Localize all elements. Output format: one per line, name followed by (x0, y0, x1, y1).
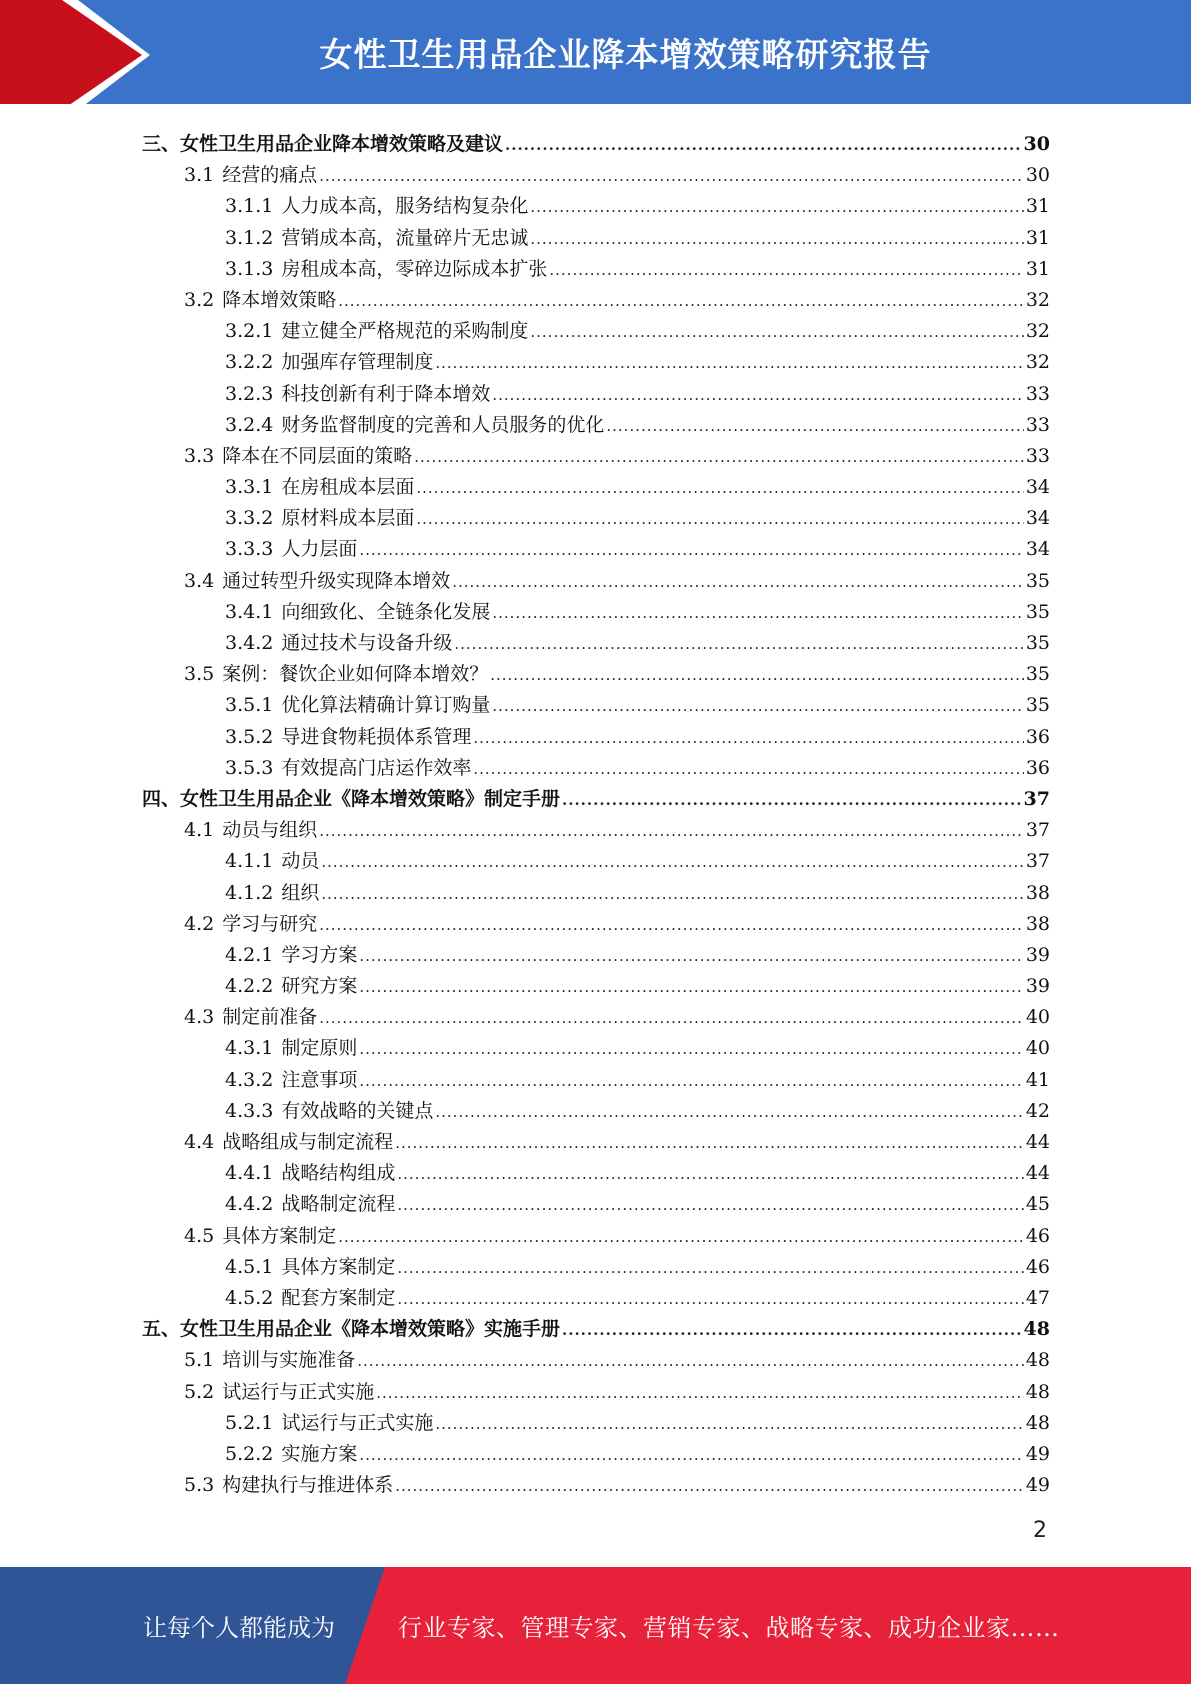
toc-entry-title: 通过技术与设备升级 (281, 632, 453, 654)
toc-entry-number: 3.5.3 (225, 756, 274, 779)
toc-entry-number: 4.4 (184, 1131, 215, 1153)
toc-entry-heading (142, 784, 560, 815)
toc-entry[interactable] (142, 347, 1050, 378)
toc-page-number: 44 (1025, 1162, 1050, 1185)
toc-entry-number: 3.2.1 (225, 320, 274, 343)
toc-dot-leader (338, 1222, 1024, 1253)
toc-page-number: 38 (1025, 912, 1050, 935)
toc-page-number: 35 (1025, 632, 1050, 654)
toc-entry-number: 3.4.1 (225, 600, 274, 623)
toc-entry-number: 4.1.2 (225, 881, 274, 904)
toc-entry-number: 4.1.1 (225, 850, 274, 873)
toc-page-number: 46 (1025, 1255, 1050, 1278)
toc-entry[interactable] (142, 1252, 1050, 1283)
toc-entry-number: 3.1.3 (225, 257, 274, 280)
toc-entry-number: 4.3 (184, 1006, 215, 1029)
toc-entry-number: 5.2.1 (225, 1411, 274, 1434)
toc-page-number: 45 (1025, 1193, 1050, 1216)
page-header (0, 0, 1191, 110)
toc-entry[interactable] (142, 628, 1050, 659)
toc-page-number: 36 (1025, 725, 1050, 748)
toc-page-number: 32 (1025, 288, 1050, 311)
toc-entry-title: 制定原则 (281, 1037, 358, 1060)
page-number: 2 (1033, 1518, 1047, 1543)
toc-entry-title: 研究方案 (281, 975, 358, 998)
toc-entry-heading (225, 1065, 357, 1096)
toc-page-number: 34 (1025, 507, 1050, 530)
toc-entry-number: 4.4.2 (225, 1193, 274, 1216)
toc-entry-title: 人力成本高，服务结构复杂化 (281, 195, 529, 218)
toc-entry-number: 3.1 (184, 164, 215, 187)
toc-page-number: 35 (1025, 569, 1050, 592)
toc-entry[interactable] (142, 909, 1050, 940)
toc-entry-title: 向细致化、全链条化发展 (281, 600, 491, 623)
toc-page-number: 37 (1025, 850, 1050, 873)
toc-page-number: 30 (1023, 133, 1050, 155)
toc-entry-number: 5.2.2 (225, 1442, 274, 1465)
toc-entry-number: 4.5 (184, 1224, 215, 1247)
toc-dot-leader (319, 910, 1024, 941)
table-of-contents (142, 129, 1050, 1501)
toc-entry[interactable] (142, 1314, 1050, 1345)
toc-entry-title: 战略组成与制定流程 (222, 1131, 394, 1153)
toc-entry-title: 学习与研究 (222, 912, 318, 935)
toc-entry-title: 降本在不同层面的策略 (222, 444, 413, 467)
toc-entry-heading (184, 815, 317, 846)
toc-page-number: 46 (1025, 1224, 1050, 1247)
toc-entry-heading (225, 597, 490, 628)
toc-entry-number: 3.3.1 (225, 476, 274, 499)
toc-entry-heading (225, 1189, 395, 1220)
toc-page-number: 35 (1025, 663, 1050, 686)
toc-page-number: 48 (1025, 1411, 1050, 1434)
toc-entry-title: 在房租成本层面 (281, 476, 415, 499)
toc-entry-title: 优化算法精确计算订购量 (281, 694, 491, 717)
toc-entry-heading (225, 223, 528, 254)
toc-page-number: 34 (1025, 538, 1050, 561)
toc-dot-leader (397, 1159, 1023, 1190)
toc-entry-title: 培训与实施准备 (222, 1349, 356, 1372)
toc-entry-heading (225, 878, 319, 909)
toc-dot-leader (321, 847, 1023, 878)
toc-entry[interactable] (142, 472, 1050, 503)
toc-dot-leader (416, 504, 1023, 535)
toc-entry-number: 4.2.2 (225, 975, 274, 998)
toc-entry-heading (225, 940, 357, 971)
toc-entry-heading (184, 285, 336, 316)
toc-dot-leader (435, 348, 1023, 379)
toc-page-number: 31 (1025, 195, 1050, 218)
toc-entry[interactable] (142, 129, 1050, 160)
toc-entry[interactable] (142, 1221, 1050, 1252)
toc-entry[interactable] (142, 160, 1050, 191)
toc-page-number: 44 (1025, 1131, 1050, 1153)
toc-dot-leader (473, 754, 1023, 785)
toc-entry-heading (225, 503, 414, 534)
toc-entry-heading (184, 566, 450, 597)
toc-entry-number: 3.3.3 (225, 538, 274, 561)
toc-entry-title: 原材料成本层面 (281, 507, 415, 530)
toc-page-number: 33 (1025, 413, 1050, 436)
toc-entry-heading (225, 1439, 357, 1470)
toc-entry-title: 人力层面 (281, 538, 358, 561)
toc-entry-heading (225, 846, 319, 877)
toc-entry-number: 4.3.3 (225, 1099, 274, 1122)
toc-entry-title: 具体方案制定 (222, 1224, 337, 1247)
toc-page-number: 37 (1023, 787, 1050, 810)
toc-dot-leader (490, 660, 1024, 691)
toc-entry-title: 降本增效策略 (222, 288, 337, 311)
toc-entry-title: 试运行与正式实施 (222, 1380, 375, 1403)
toc-dot-leader (530, 192, 1023, 223)
toc-entry-heading (184, 1127, 393, 1158)
toc-entry-heading (184, 160, 317, 191)
toc-entry-heading (225, 534, 357, 565)
toc-dot-leader (395, 1128, 1024, 1159)
toc-entry-title: 战略制定流程 (281, 1193, 396, 1216)
toc-page-number: 42 (1025, 1099, 1050, 1122)
toc-entry-number: 3.5.1 (225, 694, 274, 717)
toc-dot-leader (395, 1471, 1024, 1502)
toc-dot-leader (530, 224, 1023, 255)
toc-entry-title: 五、女性卫生用品企业《降本增效策略》实施手册 (142, 1318, 561, 1341)
toc-entry-title: 有效提高门店运作效率 (281, 756, 472, 779)
toc-entry-title: 动员与组织 (222, 819, 318, 842)
toc-entry-number: 4.3.2 (225, 1068, 274, 1091)
toc-dot-leader (397, 1284, 1023, 1315)
toc-dot-leader (435, 1409, 1023, 1440)
toc-entry-number: 3.4 (184, 569, 215, 592)
toc-entry-heading (184, 1377, 374, 1408)
toc-entry-title: 经营的痛点 (222, 164, 318, 187)
toc-entry-number: 3.5.2 (225, 725, 274, 748)
toc-dot-leader (359, 1440, 1023, 1471)
toc-entry-title: 注意事项 (281, 1068, 358, 1091)
toc-entry[interactable] (142, 1065, 1050, 1096)
toc-dot-leader (359, 1034, 1023, 1065)
toc-entry-number: 3.2 (184, 288, 215, 311)
toc-page-number: 30 (1025, 164, 1050, 187)
toc-dot-leader (397, 1190, 1023, 1221)
toc-entry-heading (142, 129, 503, 160)
toc-entry-title: 配套方案制定 (281, 1286, 396, 1309)
toc-entry-title: 战略结构组成 (281, 1162, 396, 1185)
toc-entry-heading (225, 472, 414, 503)
toc-entry[interactable] (142, 441, 1050, 472)
toc-dot-leader (359, 972, 1023, 1003)
toc-dot-leader (376, 1378, 1024, 1409)
toc-entry-heading (225, 628, 452, 659)
toc-entry-heading (225, 347, 433, 378)
toc-entry-title: 制定前准备 (222, 1006, 318, 1029)
page-footer (0, 1567, 1191, 1684)
toc-entry-number: 3.3.2 (225, 507, 274, 530)
toc-entry-title: 试运行与正式实施 (281, 1411, 434, 1434)
toc-entry-heading (225, 1283, 395, 1314)
toc-entry-title: 具体方案制定 (281, 1255, 396, 1278)
toc-entry-number: 4.2.1 (225, 943, 274, 966)
toc-entry[interactable] (142, 846, 1050, 877)
toc-entry-title: 学习方案 (281, 943, 358, 966)
toc-page-number: 39 (1025, 975, 1050, 998)
toc-entry[interactable] (142, 940, 1050, 971)
toc-entry[interactable] (142, 815, 1050, 846)
toc-page-number: 40 (1025, 1037, 1050, 1060)
toc-page-number: 39 (1025, 943, 1050, 966)
toc-entry[interactable] (142, 753, 1050, 784)
toc-entry-heading (225, 690, 490, 721)
toc-entry-heading (184, 1345, 355, 1376)
toc-page-number: 35 (1025, 694, 1050, 717)
toc-dot-leader (359, 1066, 1023, 1097)
toc-entry-number: 5.1 (184, 1349, 215, 1372)
toc-entry-title: 房租成本高，零碎边际成本扩张 (281, 257, 548, 280)
toc-dot-leader (338, 286, 1024, 317)
toc-entry-heading (142, 1314, 560, 1345)
toc-dot-leader (492, 598, 1023, 629)
toc-entry-number: 4.3.1 (225, 1037, 274, 1060)
toc-entry-number: 3.2.4 (225, 413, 274, 436)
toc-dot-leader (416, 473, 1023, 504)
toc-dot-leader (321, 879, 1023, 910)
toc-entry-title: 加强库存管理制度 (281, 351, 434, 374)
toc-entry-heading (184, 441, 412, 472)
toc-entry[interactable] (142, 285, 1050, 316)
toc-dot-leader (319, 161, 1024, 192)
toc-entry-heading (225, 254, 547, 285)
toc-page-number: 47 (1025, 1286, 1050, 1309)
toc-entry-heading (225, 1096, 433, 1127)
toc-entry-title: 动员 (281, 850, 320, 873)
toc-entry[interactable] (142, 1002, 1050, 1033)
toc-entry-heading (225, 410, 604, 441)
toc-page-number: 33 (1025, 382, 1050, 405)
toc-dot-leader (359, 941, 1023, 972)
toc-entry-title: 科技创新有利于降本增效 (281, 382, 491, 405)
toc-page-number: 34 (1025, 476, 1050, 499)
toc-entry-number: 5.2 (184, 1380, 215, 1403)
footer-slogan-right: 行业专家、管理专家、营销专家、战略专家、成功企业家…… (398, 1614, 1060, 1642)
toc-page-number: 31 (1025, 257, 1050, 280)
toc-entry-heading (184, 1002, 317, 1033)
toc-entry-number: 4.2 (184, 912, 215, 935)
toc-dot-leader (319, 816, 1024, 847)
toc-page-number: 48 (1025, 1380, 1050, 1403)
toc-dot-leader (454, 629, 1023, 660)
toc-page-number: 36 (1025, 756, 1050, 779)
toc-dot-leader (606, 411, 1023, 442)
toc-entry-title: 组织 (281, 881, 320, 904)
toc-entry[interactable] (142, 1408, 1050, 1439)
footer-slogan-left: 让每个人都能成为 (143, 1614, 335, 1642)
toc-dot-leader (435, 1097, 1023, 1128)
toc-entry-number: 3.3 (184, 444, 215, 467)
toc-entry-title: 营销成本高，流量碎片无忠诚 (281, 226, 529, 249)
toc-dot-leader (397, 1253, 1023, 1284)
toc-entry-number: 4.5.1 (225, 1255, 274, 1278)
toc-entry-heading (225, 1033, 357, 1064)
toc-entry-number: 3.4.2 (225, 632, 274, 654)
toc-entry-number: 4.4.1 (225, 1162, 274, 1185)
toc-entry-title: 三、女性卫生用品企业降本增效策略及建议 (142, 133, 504, 155)
toc-entry-heading (225, 316, 528, 347)
toc-entry[interactable] (142, 316, 1050, 347)
toc-page-number: 41 (1025, 1068, 1050, 1091)
toc-entry[interactable] (142, 1127, 1050, 1158)
toc-dot-leader (452, 567, 1024, 598)
toc-dot-leader (473, 723, 1023, 754)
toc-entry-title: 建立健全严格规范的采购制度 (281, 320, 529, 343)
toc-entry-number: 3.5 (184, 663, 215, 686)
toc-entry-heading (225, 971, 357, 1002)
toc-entry[interactable] (142, 1345, 1050, 1376)
toc-entry[interactable] (142, 1033, 1050, 1064)
toc-entry[interactable] (142, 379, 1050, 410)
toc-page-number: 32 (1025, 351, 1050, 374)
toc-entry-number: 4.1 (184, 819, 215, 842)
toc-entry-title: 通过转型升级实现降本增效 (222, 569, 451, 592)
toc-entry[interactable] (142, 1439, 1050, 1470)
toc-entry-heading (184, 909, 317, 940)
toc-entry[interactable] (142, 1470, 1050, 1501)
toc-entry-number: 3.2.2 (225, 351, 274, 374)
toc-entry-title: 案例：餐饮企业如何降本增效？ (222, 663, 489, 686)
toc-entry-number: 3.2.3 (225, 382, 274, 405)
toc-entry-heading (225, 1158, 395, 1189)
toc-entry-title: 实施方案 (281, 1442, 358, 1465)
toc-entry-heading (184, 659, 488, 690)
toc-entry[interactable] (142, 503, 1050, 534)
toc-page-number: 48 (1025, 1349, 1050, 1372)
toc-page-number: 48 (1023, 1318, 1050, 1341)
toc-entry[interactable] (142, 878, 1050, 909)
toc-entry-title: 构建执行与推进体系 (222, 1474, 394, 1497)
toc-entry[interactable] (142, 410, 1050, 441)
toc-page-number: 33 (1025, 444, 1050, 467)
toc-entry[interactable] (142, 690, 1050, 721)
toc-entry[interactable] (142, 534, 1050, 565)
toc-entry[interactable] (142, 1189, 1050, 1220)
toc-entry-heading (225, 1252, 395, 1283)
toc-dot-leader (319, 1003, 1024, 1034)
toc-dot-leader (505, 130, 1022, 161)
toc-dot-leader (492, 380, 1023, 411)
toc-entry-title: 导进食物耗损体系管理 (281, 725, 472, 748)
toc-entry[interactable] (142, 223, 1050, 254)
toc-entry-number: 3.1.1 (225, 195, 274, 218)
toc-entry-heading (225, 191, 528, 222)
toc-page-number: 49 (1025, 1474, 1050, 1497)
toc-dot-leader (549, 255, 1023, 286)
toc-page-number: 32 (1025, 320, 1050, 343)
toc-dot-leader (562, 785, 1022, 816)
toc-entry[interactable] (142, 722, 1050, 753)
toc-entry[interactable] (142, 1096, 1050, 1127)
toc-page-number: 37 (1025, 819, 1050, 842)
toc-entry[interactable] (142, 1158, 1050, 1189)
toc-page-number: 40 (1025, 1006, 1050, 1029)
toc-entry[interactable] (142, 254, 1050, 285)
toc-entry[interactable] (142, 1377, 1050, 1408)
toc-entry-heading (225, 379, 490, 410)
toc-page-number: 49 (1025, 1442, 1050, 1465)
toc-entry[interactable] (142, 566, 1050, 597)
toc-dot-leader (414, 442, 1024, 473)
toc-entry[interactable] (142, 784, 1050, 815)
toc-dot-leader (530, 317, 1023, 348)
toc-dot-leader (492, 691, 1023, 722)
toc-dot-leader (357, 1346, 1024, 1377)
toc-entry-heading (225, 722, 471, 753)
toc-entry-heading (225, 753, 471, 784)
toc-entry[interactable] (142, 191, 1050, 222)
toc-entry-heading (225, 1408, 433, 1439)
toc-entry[interactable] (142, 1283, 1050, 1314)
toc-dot-leader (562, 1315, 1022, 1346)
toc-entry[interactable] (142, 659, 1050, 690)
toc-page-number: 38 (1025, 881, 1050, 904)
toc-entry[interactable] (142, 971, 1050, 1002)
toc-page-number: 35 (1025, 600, 1050, 623)
toc-entry-title: 有效战略的关键点 (281, 1099, 434, 1122)
toc-entry-heading (184, 1470, 393, 1501)
toc-entry-number: 4.5.2 (225, 1286, 274, 1309)
toc-dot-leader (359, 535, 1023, 566)
toc-entry[interactable] (142, 597, 1050, 628)
toc-page-number: 31 (1025, 226, 1050, 249)
toc-entry-title: 财务监督制度的完善和人员服务的优化 (281, 413, 605, 436)
toc-entry-title: 四、女性卫生用品企业《降本增效策略》制定手册 (142, 787, 561, 810)
report-title: 女性卫生用品企业降本增效策略研究报告 (319, 34, 932, 74)
toc-entry-heading (184, 1221, 336, 1252)
toc-entry-number: 3.1.2 (225, 226, 274, 249)
toc-entry-number: 5.3 (184, 1474, 215, 1497)
